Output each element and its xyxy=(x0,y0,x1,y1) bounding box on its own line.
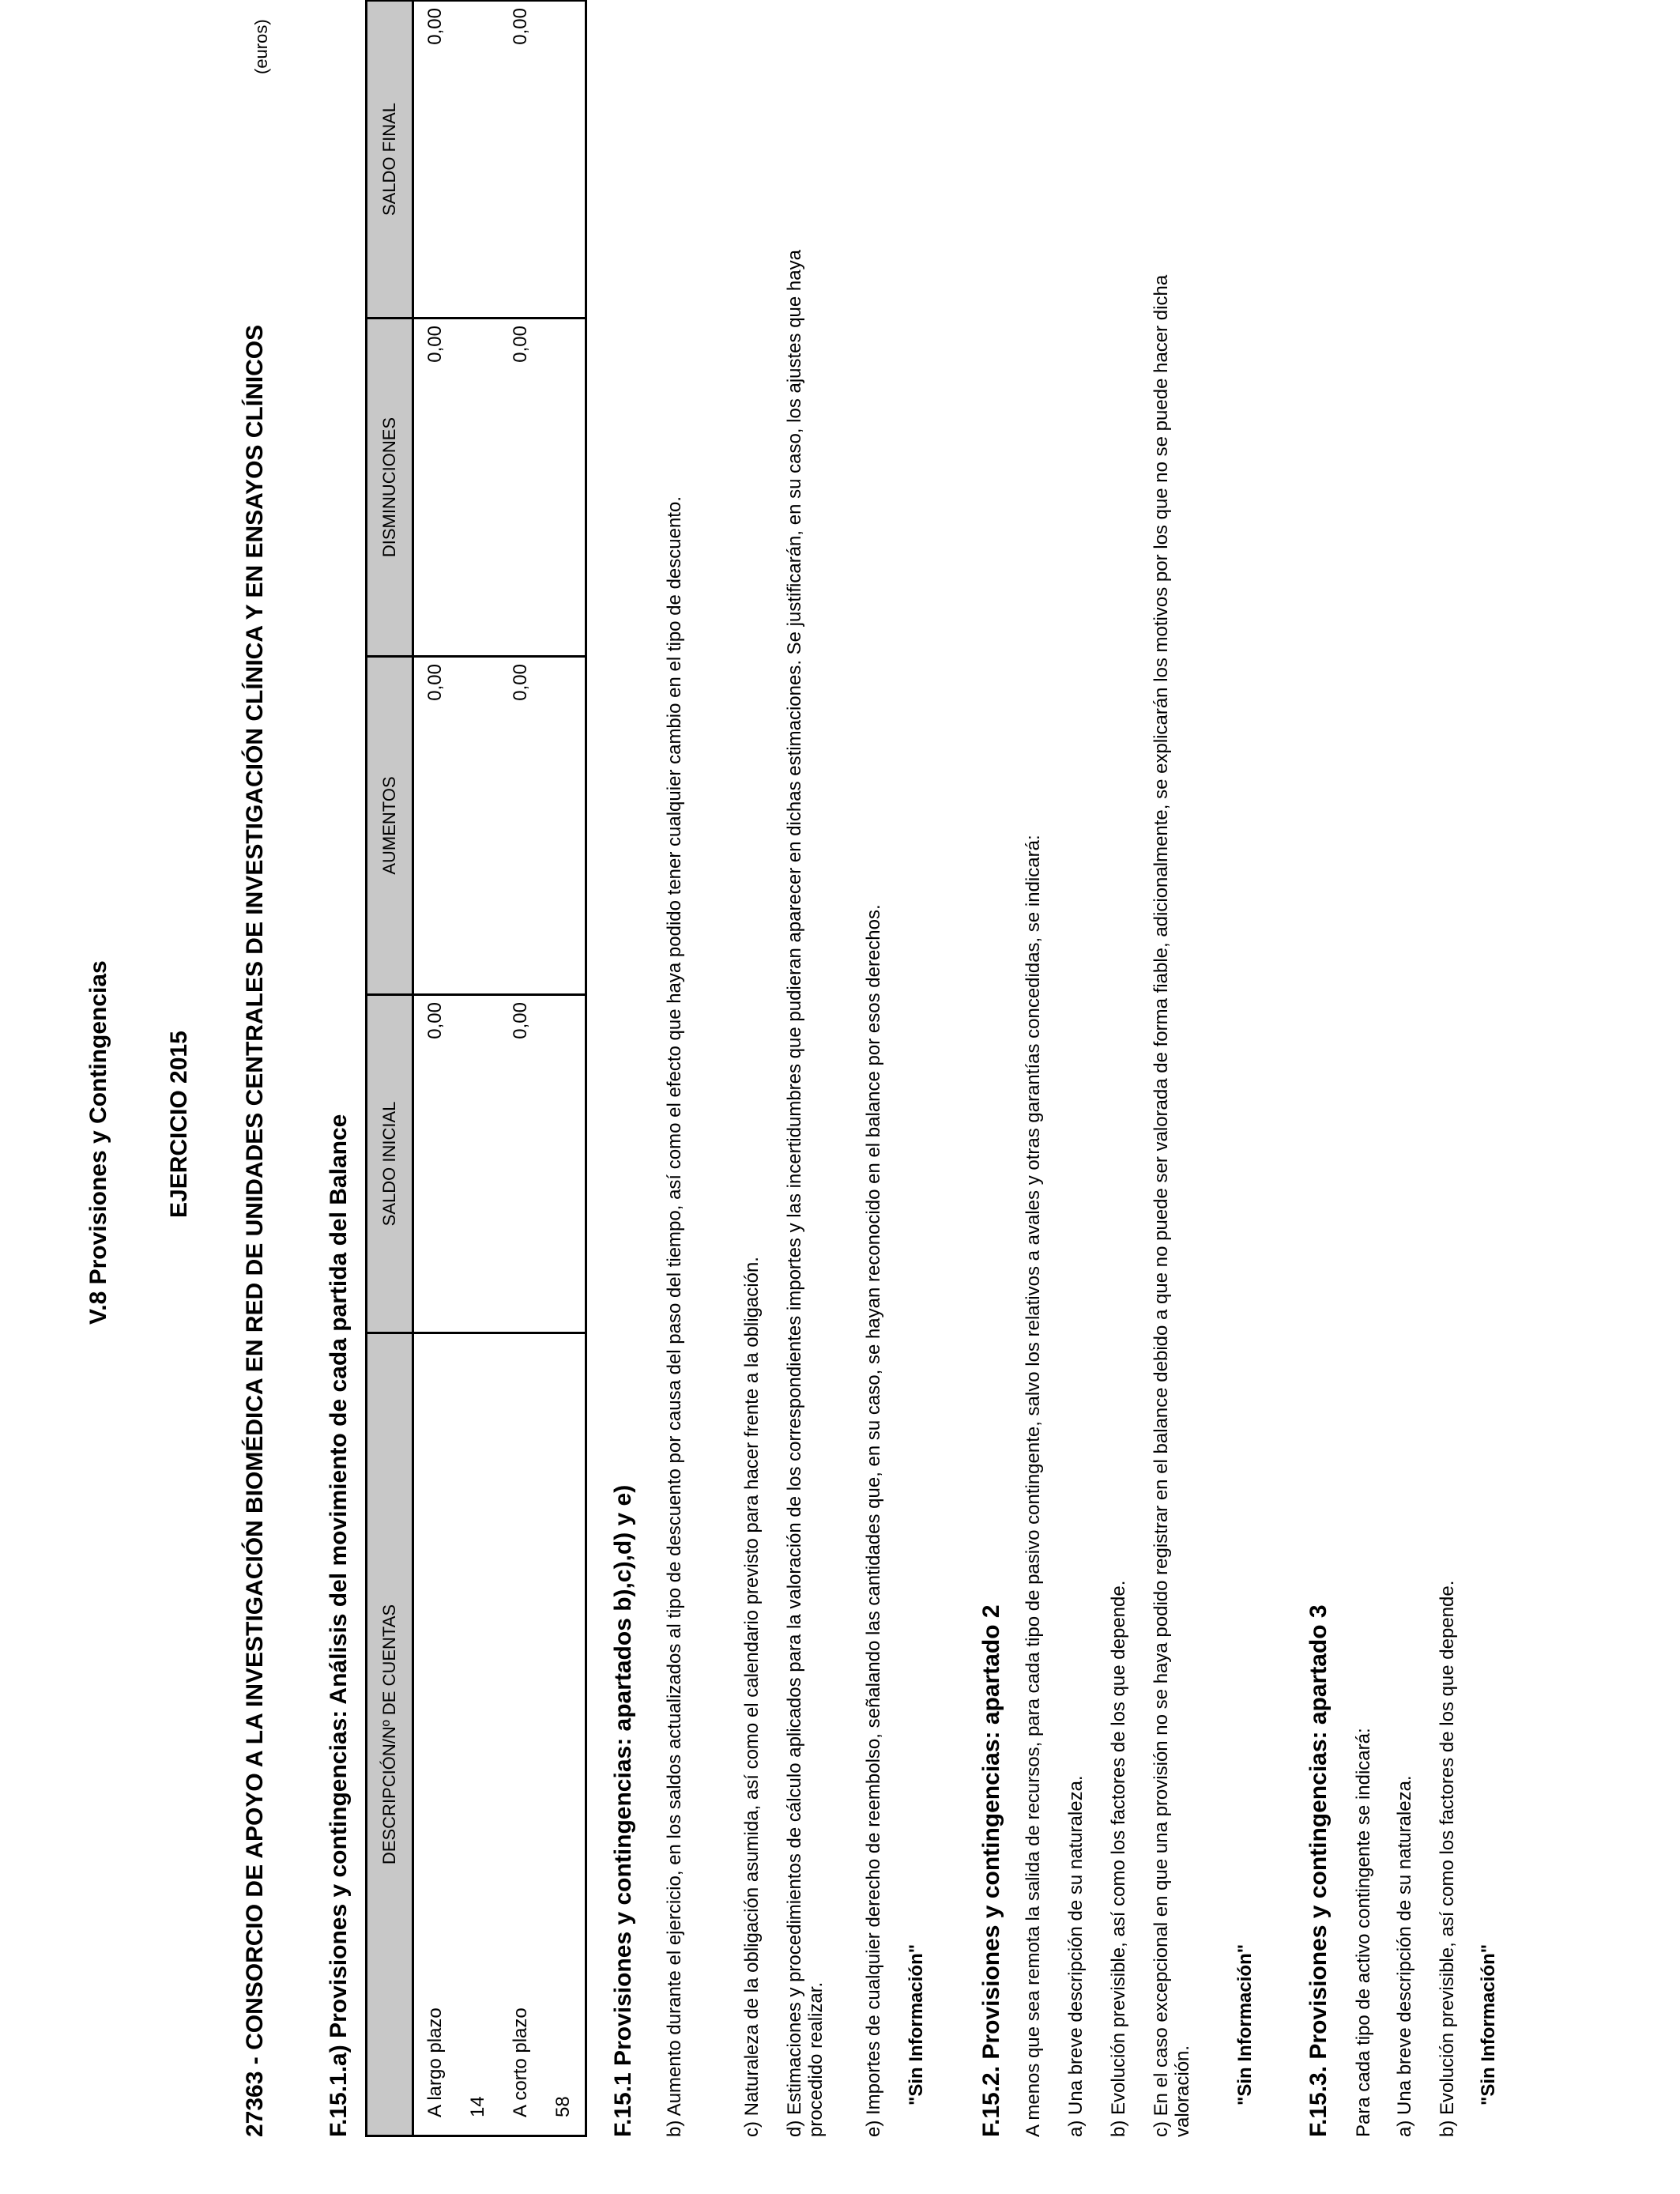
section1-item-b: b) Aumento durante el ejercicio, en los saldos actualizados al tipo de descuento por causa del paso del tiempo, así como el efecto que haya podido tener cualquier cambio en el tipo de descuento. xyxy=(664,496,685,2137)
saldo-inicial-cell xyxy=(413,995,586,1333)
section1-item-c: c) Naturaleza de la obligación asumida, así como el calendario previsto para hacer frente a la obligación. xyxy=(741,1257,763,2137)
disminuciones-corto: 0,00 xyxy=(510,326,531,363)
aumentos-corto: 0,00 xyxy=(510,664,531,701)
aumentos-largo: 0,00 xyxy=(424,664,446,701)
col-header-disminuciones: DISMINUCIONES xyxy=(367,319,413,657)
section1-item-e: e) Importes de cualquier derecho de reembolso, señalando las cantidades que, en su caso, se hayan reconocido en el balance por esos derechos. xyxy=(863,904,884,2137)
col-header-saldo-inicial: SALDO INICIAL xyxy=(367,995,413,1333)
section2-intro: A menos que sea remota la salida de recursos, para cada tipo de pasivo contingente, salvo los relativos a avales y otras garantías concedidas, se indicará: xyxy=(1023,835,1044,2137)
organization-title: 27363 - CONSORCIO DE APOYO A LA INVESTIGACIÓN BIOMÉDICA EN RED DE UNIDADES CENTRALES DE INVESTIGACIÓN CLÍNICA Y EN ENSAYOS CLÍNICOS xyxy=(242,324,268,2137)
section2-item-b: b) Evolución previsible, así como los factores de los que depende. xyxy=(1108,1580,1129,2137)
section3-intro: Para cada tipo de activo contingente se indicará: xyxy=(1353,1728,1374,2137)
provisions-table xyxy=(365,0,587,2137)
section3-sin-informacion: "Sin Información" xyxy=(1478,1943,1499,2105)
section3-title: F.15.3. Provisiones y contingencias: apartado 3 xyxy=(1305,1604,1332,2137)
section3-item-b: b) Evolución previsible, así como los factores de los que depende. xyxy=(1437,1580,1458,2137)
saldo-final-corto: 0,00 xyxy=(510,8,531,45)
section1-sin-informacion: "Sin Información" xyxy=(906,1943,927,2105)
disminuciones-cell xyxy=(413,319,586,657)
table-section-title: F.15.1.a) Provisiones y contingencias: Análisis del movimiento de cada partida del Balance xyxy=(326,1114,352,2137)
descripcion-cell xyxy=(413,1333,586,2136)
col-header-descripcion: DESCRIPCIÓN/Nº DE CUENTAS xyxy=(367,1333,413,2136)
aumentos-cell xyxy=(413,657,586,995)
section3-item-a: a) Una breve descripción de su naturaleza. xyxy=(1394,1775,1415,2137)
section2-item-a: a) Una breve descripción de su naturaleza. xyxy=(1065,1775,1087,2137)
col-header-aumentos: AUMENTOS xyxy=(367,657,413,995)
table-body-row xyxy=(413,1,586,2136)
col-header-saldo-final: SALDO FINAL xyxy=(367,1,413,319)
row-account-14: 14 xyxy=(467,2096,488,2117)
section2-item-c: c) En el caso excepcional en que una provisión no se haya podido registrar en el balance debido a que no puede ser valorada de forma fiable, adicionalmente, se explicarán los motivos por los que no se puede hacer dicha valoración. xyxy=(1151,274,1193,2137)
table-header-row xyxy=(367,1,413,2136)
section1-item-d: d) Estimaciones y procedimientos de cálculo aplicados para la valoración de los correspondientes importes y las incertidumbres que pudieran aparecer en dichas estimaciones. Se justificarán, en su caso, los ajustes que haya procedido realizar. xyxy=(784,250,827,2137)
row-label-largo: A largo plazo xyxy=(424,2007,446,2117)
saldo-final-cell xyxy=(413,1,586,319)
saldo-inicial-corto: 0,00 xyxy=(510,1002,531,1039)
row-label-corto: A corto plazo xyxy=(510,2007,531,2117)
row-account-58: 58 xyxy=(552,2096,574,2117)
ejercicio-title: EJERCICIO 2015 xyxy=(166,1031,192,1218)
section2-title: F.15.2. Provisiones y contingencias: apartado 2 xyxy=(978,1604,1004,2137)
page-title: V.8 Provisiones y Contingencias xyxy=(85,960,111,1325)
section1-title: F.15.1 Provisiones y contingencias: apartados b),c),d) y e) xyxy=(610,1484,636,2137)
saldo-inicial-largo: 0,00 xyxy=(424,1002,446,1039)
currency-label: (euros) xyxy=(251,19,271,74)
section2-sin-informacion: "Sin Información" xyxy=(1234,1943,1256,2105)
disminuciones-largo: 0,00 xyxy=(424,326,446,363)
saldo-final-largo: 0,00 xyxy=(424,8,446,45)
